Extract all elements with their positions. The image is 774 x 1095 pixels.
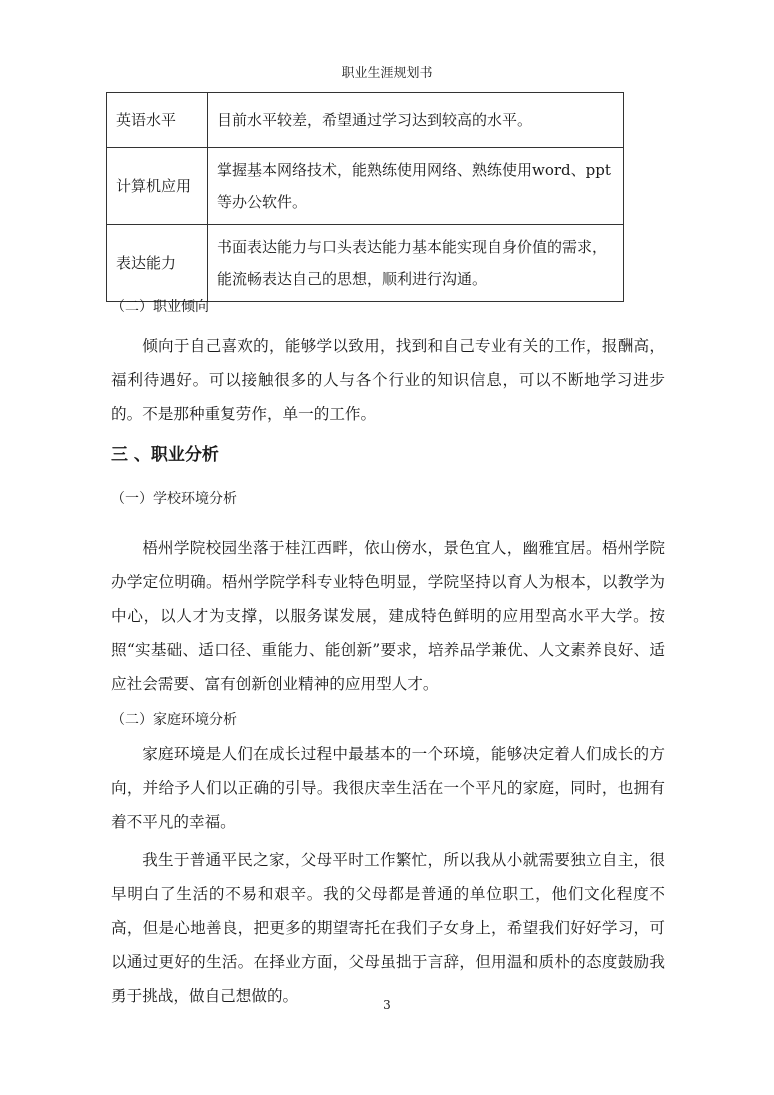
section-heading: 三 、职业分析	[111, 445, 219, 465]
family-env-heading: （二）家庭环境分析	[111, 712, 237, 728]
table-cell-label: 计算机应用	[107, 148, 208, 225]
table-cell-value: 书面表达能力与口头表达能力基本能实现自身价值的需求，能流畅表达自己的思想，顺利进行沟通。	[208, 225, 624, 302]
table-cell-value: 掌握基本网络技术，能熟练使用网络、熟练使用word、ppt等办公软件。	[208, 148, 624, 225]
table-cell-label: 英语水平	[107, 93, 208, 148]
family-env-text-2: 我生于普通平民之家，父母平时工作繁忙，所以我从小就需要独立自主，很早明白了生活的不易和艰辛。我的父母都是普通的单位职工，他们文化程度不高，但是心地善良，把更多的期望寄托在我们子女身上，希望我们好好学习，可以通过更好的生活。在择业方面，父母虽拙于言辞，但用温和质朴的态度鼓励我勇于挑战，做自己想做的。	[111, 851, 665, 1005]
career-tendency-heading: （二）职业倾向	[111, 299, 209, 315]
table-row	[107, 93, 624, 148]
table-row	[107, 148, 624, 225]
page-header: 职业生涯规划书	[341, 66, 433, 81]
page-number: 3	[383, 998, 391, 1012]
family-env-text-1: 家庭环境是人们在成长过程中最基本的一个环境，能够决定着人们成长的方向，并给予人们以正确的引导。我很庆幸生活在一个平凡的家庭，同时，也拥有着不平凡的幸福。	[111, 745, 665, 831]
school-env-text: 梧州学院校园坐落于桂江西畔，依山傍水，景色宜人，幽雅宜居。梧州学院办学定位明确。梧州学院学科专业特色明显，学院坚持以育人为根本，以教学为中心，以人才为支撑，以服务谋发展，建成特色鲜明的应用型高水平大学。按照“实基础、适口径、重能力、能创新”要求，培养品学兼优、人文素养良好、适应社会需要、富有创新创业精神的应用型人才。	[111, 539, 665, 693]
table-row	[107, 225, 624, 302]
skills-table	[106, 92, 624, 302]
table-cell-label: 表达能力	[107, 225, 208, 302]
career-tendency-text: 倾向于自己喜欢的，能够学以致用，找到和自己专业有关的工作，报酬高，福利待遇好。可以接触很多的人与各个行业的知识信息，可以不断地学习进步的。不是那种重复劳作，单一的工作。	[111, 337, 665, 423]
table-cell-value: 目前水平较差，希望通过学习达到较高的水平。	[208, 93, 624, 148]
school-env-heading: （一）学校环境分析	[111, 491, 237, 507]
